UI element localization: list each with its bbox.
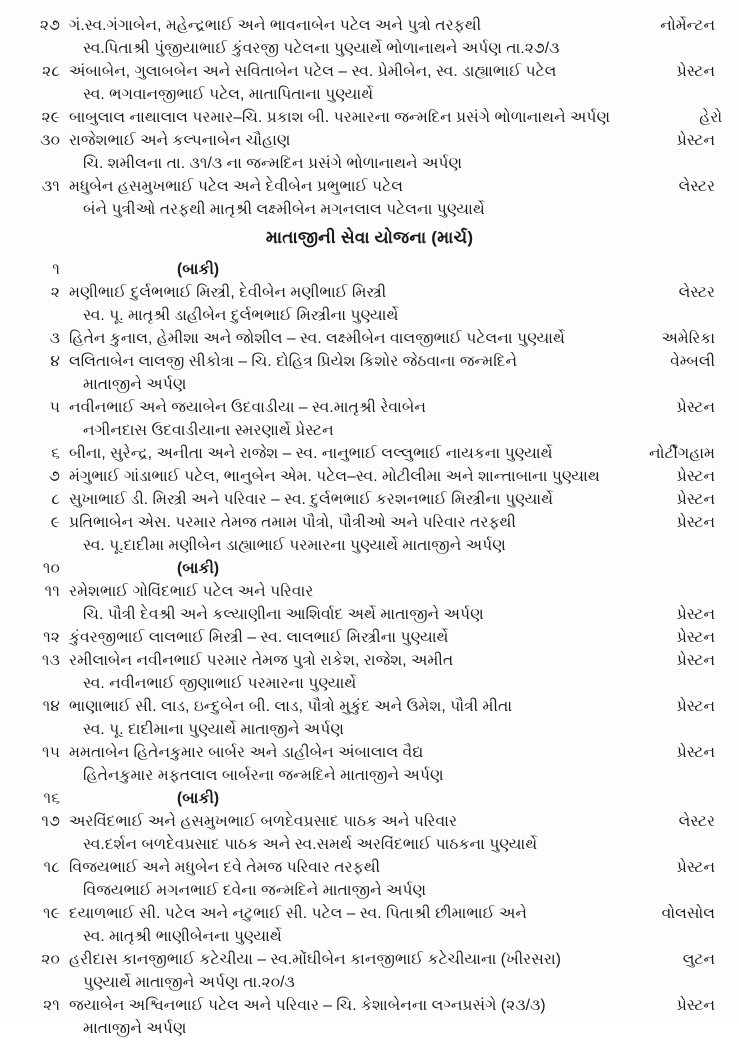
- entry-location: પ્રેસ્ટન: [676, 132, 715, 149]
- entry-line: [26, 676, 715, 698]
- entry-line: [26, 745, 715, 767]
- pending-label: (બાકી): [177, 261, 220, 278]
- entry-location: નોર્મેન્ટન: [660, 17, 715, 34]
- entry-number: ૪: [50, 353, 60, 370]
- donation-entry: [26, 952, 715, 997]
- entry-line: [26, 929, 715, 951]
- entry-location: પ્રેસ્ટન: [676, 859, 715, 876]
- entry-text: બંને પુત્રીઓ તરફથી માતૃશ્રી લક્ષ્મીબેન મગનલાલ પટેલના પુણ્યાર્થે: [83, 201, 485, 218]
- entry-number: ૨૭: [39, 17, 60, 34]
- donation-entry: [26, 653, 715, 698]
- entry-text: વિજયભાઈ મગનભાઈ દવેના જન્મદિને માતાજીને અર્પણ: [83, 882, 427, 899]
- entry-location: પ્રેસ્ટન: [676, 514, 715, 531]
- entry-text: અંબાબેન, ગુલાબબેન અને સવિતાબેન પટેલ – સ્વ. પ્રેમીબેન, સ્વ. ડાહ્યાભાઈ પટેલ: [69, 63, 557, 80]
- entry-location: અમેરિકા: [661, 330, 715, 347]
- entry-number: ૨૯: [41, 109, 60, 126]
- entry-text: બાબુલાલ નાથાલાલ પરમાર–ચિ. પ્રકાશ બી. પરમારના જન્મદિન પ્રસંગે ભોળાનાથને અર્પણ: [69, 109, 611, 126]
- entry-line: [26, 906, 715, 928]
- donation-entry: [26, 469, 715, 491]
- entry-number: ૩૦: [40, 132, 60, 149]
- donation-entry: [26, 446, 715, 468]
- entry-number: ૩૧: [41, 178, 60, 195]
- entry-line: [26, 768, 715, 790]
- entry-number: ૧૮: [43, 859, 60, 876]
- entry-text: મધુબેન હસમુખભાઈ પટેલ અને દેવીબેન પ્રભુભાઈ પટેલ: [69, 178, 403, 195]
- entry-text: બીના, સુરેન્દ્ર, અનીતા અને રાજેશ – સ્વ. નાનુભાઈ લલ્લુભાઈ નાયકના પુણ્યાર્થે: [69, 445, 553, 462]
- entry-location: પ્રેસ્ટન: [676, 744, 715, 761]
- pending-label: (બાકી): [177, 560, 220, 577]
- entry-text: ચિ. શમીલના તા. ૩૧/૩ ના જન્મદિન પ્રસંગે ભોળાનાથને અર્પણ: [83, 155, 463, 172]
- entry-line: [26, 400, 715, 422]
- entry-text: રમેશભાઈ ગોવિંદભાઈ પટેલ અને પરિવાર: [69, 583, 314, 600]
- entry-line: [26, 423, 715, 445]
- entry-location: વેમ્બલી: [670, 353, 715, 370]
- entry-number: ૧૧: [44, 583, 60, 600]
- entry-line: [26, 883, 715, 905]
- donation-entry: [26, 179, 715, 224]
- entry-line: [26, 18, 715, 40]
- entry-location: પ્રેસ્ટન: [676, 606, 715, 623]
- entry-text: મમતાબેન હિતેનકુમાર બાર્બર અને ડાહીબેન અંબાલાલ વૈદ્ય: [69, 744, 424, 761]
- entry-line: [26, 515, 715, 537]
- pending-entry: [26, 791, 715, 813]
- entry-location: પ્રેસ્ટન: [676, 399, 715, 416]
- pending-label: (બાકી): [177, 790, 220, 807]
- main-donation-list: [0, 262, 739, 1043]
- entry-line: [26, 492, 715, 514]
- entry-line: [26, 202, 715, 224]
- donation-entry: [26, 515, 715, 560]
- donation-entry: [26, 285, 715, 330]
- entry-line: [26, 109, 723, 132]
- entry-text: સ્વ.દર્શન બળદેવપ્રસાદ પાઠક અને સ્વ.સમર્થ અરવિંદભાઈ પાઠકના પુણ્યાર્થે: [83, 836, 538, 853]
- entry-line: [26, 469, 715, 491]
- entry-number: ૨૮: [42, 63, 60, 80]
- entry-text: લલિતાબેન લાલજી સીકોત્રા – ચિ. દોહિત્ર પ્રિયેશ કિશોર જેઠવાના જન્મદિને: [69, 353, 518, 370]
- entry-number: ૨૧: [43, 997, 60, 1014]
- entry-text: નવીનભાઈ અને જયાબેન ઉદવાડીયા – સ્વ.માતૃશ્રી રેવાબેન: [69, 399, 426, 416]
- entry-number: ૧૭: [41, 813, 60, 830]
- entry-text: રમીલાબેન નવીનભાઈ પરમાર તેમજ પુત્રો રાકેશ, રાજેશ, અમીત: [69, 652, 454, 669]
- entry-line: [26, 699, 715, 721]
- entry-line: [26, 837, 715, 859]
- entry-text: ગં.સ્વ.ગંગાબેન, મહેન્દ્રભાઈ અને ભાવનાબેન પટેલ અને પુત્રો તરફથી: [69, 17, 482, 34]
- entry-line: [26, 331, 715, 353]
- entry-text: જયાબેન અશ્વિનભાઈ પટેલ અને પરિવાર – ચિ. કેશાબેનના લગ્નપ્રસંગે (૨૩/૩): [69, 997, 546, 1014]
- entry-text: હિતેન કુનાલ, હેમીશા અને જોશીલ – સ્વ. લક્ષ્મીબેન વાલજીભાઈ પટેલના પુણ્યાર્થે: [69, 330, 565, 347]
- donation-entry: [26, 133, 715, 178]
- entry-line: [26, 722, 715, 744]
- pending-entry: [26, 561, 715, 583]
- entry-line: [26, 41, 715, 63]
- entry-text: સ્વ. પૂ. દાદીમાના પુણ્યાર્થે માતાજીને અર્પણ: [83, 721, 344, 738]
- entry-line: [26, 377, 715, 399]
- donation-entry: [26, 18, 715, 63]
- entry-number: ૧૬: [43, 790, 60, 807]
- entry-text: પુણ્યાર્થે માતાજીને અર્પણ તા.૨૦/૩: [83, 974, 295, 991]
- entry-line: [26, 64, 715, 86]
- entry-line: [26, 630, 715, 652]
- entry-number: ૨: [50, 284, 60, 301]
- section-title: માતાજીની સેવા યોજના (માર્ચ): [265, 228, 474, 247]
- entry-line: [26, 561, 715, 583]
- entry-text: સ્વ. ભગવાનજીભાઈ પટેલ, માતાપિતાના પુણ્યાર્થે: [83, 86, 374, 103]
- donation-entry: [26, 745, 715, 790]
- entry-line: [26, 285, 715, 307]
- entry-text: કુંવરજીભાઈ લાલભાઈ મિસ્ત્રી – સ્વ. લાલભાઈ મિસ્ત્રીના પુણ્યાર્થે: [69, 629, 449, 646]
- entry-location: વોલસોલ: [661, 905, 715, 922]
- entry-text: ચિ. પૌત્રી દેવશ્રી અને કલ્યાણીના આશિર્વાદ અર્થે માતાજીને અર્પણ: [83, 606, 484, 623]
- entry-location: પ્રેસ્ટન: [676, 997, 715, 1014]
- entry-number: ૯: [50, 514, 60, 531]
- entry-text: સુખાભાઈ ડી. મિસ્ત્રી અને પરિવાર – સ્વ. દુર્લભભાઈ કરશનભાઈ મિસ્ત્રીના પુણ્યાર્થે: [69, 491, 554, 508]
- entry-location: પ્રેસ્ટન: [676, 629, 715, 646]
- entry-number: ૫: [49, 399, 60, 416]
- entry-line: [26, 975, 715, 997]
- donation-entry: [26, 906, 715, 951]
- entry-line: [26, 308, 715, 330]
- entry-line: [26, 952, 715, 974]
- entry-line: [26, 860, 715, 882]
- entry-text: વિજયભાઈ અને મધુબેન દવે તેમજ પરિવાર તરફથી: [69, 859, 381, 876]
- entry-line: [26, 791, 715, 813]
- entry-line: [26, 584, 715, 606]
- entry-number: ૩: [49, 330, 60, 347]
- entry-number: ૭: [49, 468, 60, 485]
- entry-line: [26, 814, 715, 836]
- entry-number: ૮: [51, 491, 60, 508]
- entry-location: પ્રેસ્ટન: [676, 491, 715, 508]
- entry-line: [26, 156, 715, 178]
- entry-line: [26, 446, 715, 468]
- entry-text: દયાળભાઈ સી. પટેલ અને નટુભાઈ સી. પટેલ – સ્વ. પિતાશ્રી છીમાભાઈ અને: [69, 905, 528, 922]
- entry-number: ૨૦: [41, 951, 60, 968]
- entry-text: હરીદાસ કાનજીભાઈ કટેચીયા – સ્વ.મોંઘીબેન કાનજીભાઈ કટેચીયાના (ખીરસરા): [69, 951, 561, 968]
- continued-donation-list: [0, 18, 739, 224]
- entry-text: સ્વ. પૂ.દાદીમા મણીબેન ડાહ્યાભાઈ પરમારના પુણ્યાર્થે માતાજીને અર્પણ: [83, 537, 506, 554]
- entry-text: સ્વ. નવીનભાઈ જીણાભાઈ પરમારના પુણ્યાર્થે: [83, 675, 357, 692]
- donation-entry: [26, 860, 715, 905]
- pending-entry: [26, 262, 715, 284]
- donation-entry: [26, 331, 715, 353]
- entry-text: સ્વ.પિતાશ્રી પુંજીયાભાઈ કુંવરજી પટેલના પુણ્યાર્થે ભોળાનાથને અર્પણ તા.૨૭/૩: [83, 40, 560, 57]
- donation-entry: [26, 354, 715, 399]
- donation-entry: [26, 584, 715, 629]
- donation-entry: [26, 400, 715, 445]
- donation-entry: [26, 998, 715, 1043]
- entry-line: [26, 998, 715, 1020]
- entry-line: [26, 653, 715, 675]
- donation-entry: [26, 814, 715, 859]
- entry-number: ૬: [51, 445, 60, 462]
- entry-number: ૧૩: [41, 652, 60, 669]
- entry-line: [26, 87, 715, 109]
- entry-number: ૧૦: [42, 560, 60, 577]
- entry-text: અરવિંદભાઈ અને હસમુખભાઈ બળદેવપ્રસાદ પાઠક અને પરિવાર: [69, 813, 458, 830]
- entry-line: [26, 262, 715, 284]
- entry-text: મણીભાઈ દુર્લભભાઈ મિસ્ત્રી, દેવીબેન મણીભાઈ મિસ્ત્રી: [69, 284, 387, 301]
- entry-text: ભાણાભાઈ સી. લાડ, ઇન્દુબેન બી. લાડ, પૌત્રો મુકુંદ અને ઉમેશ, પૌત્રી મીતા: [69, 698, 513, 715]
- entry-line: [26, 1021, 715, 1043]
- entry-location: પ્રેસ્ટન: [676, 468, 715, 485]
- entry-text: રાજેશભાઈ અને કલ્પનાબેન ચૌહાણ: [69, 132, 291, 149]
- entry-location: હેરો: [699, 109, 723, 126]
- entry-line: [26, 133, 715, 155]
- entry-location: લેસ્ટર: [678, 284, 715, 301]
- entry-location: નોર્ટીંગહામ: [649, 445, 715, 462]
- entry-number: ૧૨: [43, 629, 60, 646]
- donation-entry: [26, 64, 715, 109]
- entry-location: પ્રેસ્ટન: [676, 652, 715, 669]
- entry-line: [26, 538, 715, 560]
- entry-location: લેસ્ટર: [678, 813, 715, 830]
- entry-number: ૧૪: [42, 698, 60, 715]
- entry-number: ૧૯: [43, 905, 60, 922]
- entry-text: માતાજીને અર્પણ: [83, 376, 187, 393]
- entry-text: સ્વ. માતૃશ્રી ભાણીબેનના પુણ્યાર્થે: [83, 928, 282, 945]
- entry-location: લેસ્ટર: [678, 178, 715, 195]
- entry-location: પ્રેસ્ટન: [676, 63, 715, 80]
- entry-text: પ્રતિભાબેન એસ. પરમાર તેમજ તમામ પૌત્રો, પૌત્રીઓ અને પરિવાર તરફથી: [69, 514, 516, 531]
- entry-line: [26, 607, 715, 629]
- donation-entry: [26, 699, 715, 744]
- entry-text: હિતેનકુમાર મફતલાલ બાર્બરના જન્મદિને માતાજીને અર્પણ: [83, 767, 444, 784]
- entry-text: મંગુભાઈ ગાંડાભાઈ પટેલ, ભાનુબેન એમ. પટેલ–સ્વ. મોટીલીમા અને શાન્તાબાના પુણ્યાથ: [69, 468, 600, 485]
- entry-number: ૧૫: [42, 744, 60, 761]
- entry-line: [26, 354, 715, 376]
- donation-entry: [26, 109, 723, 132]
- entry-text: નગીનદાસ ઉદવાડીયાના સ્મરણાર્થે પ્રેસ્ટન: [83, 422, 334, 439]
- entry-number: ૧: [52, 261, 60, 278]
- entry-location: લુટન: [682, 951, 715, 968]
- donation-entry: [26, 492, 715, 514]
- donation-entry: [26, 630, 715, 652]
- entry-text: માતાજીને અર્પણ: [83, 1020, 187, 1037]
- entry-location: પ્રેસ્ટન: [676, 698, 715, 715]
- entry-line: [26, 179, 715, 201]
- entry-text: સ્વ. પૂ. માતૃશ્રી ડાહીબેન દુર્લભભાઈ મિસ્ત્રીના પુણ્યાર્થે: [83, 307, 399, 324]
